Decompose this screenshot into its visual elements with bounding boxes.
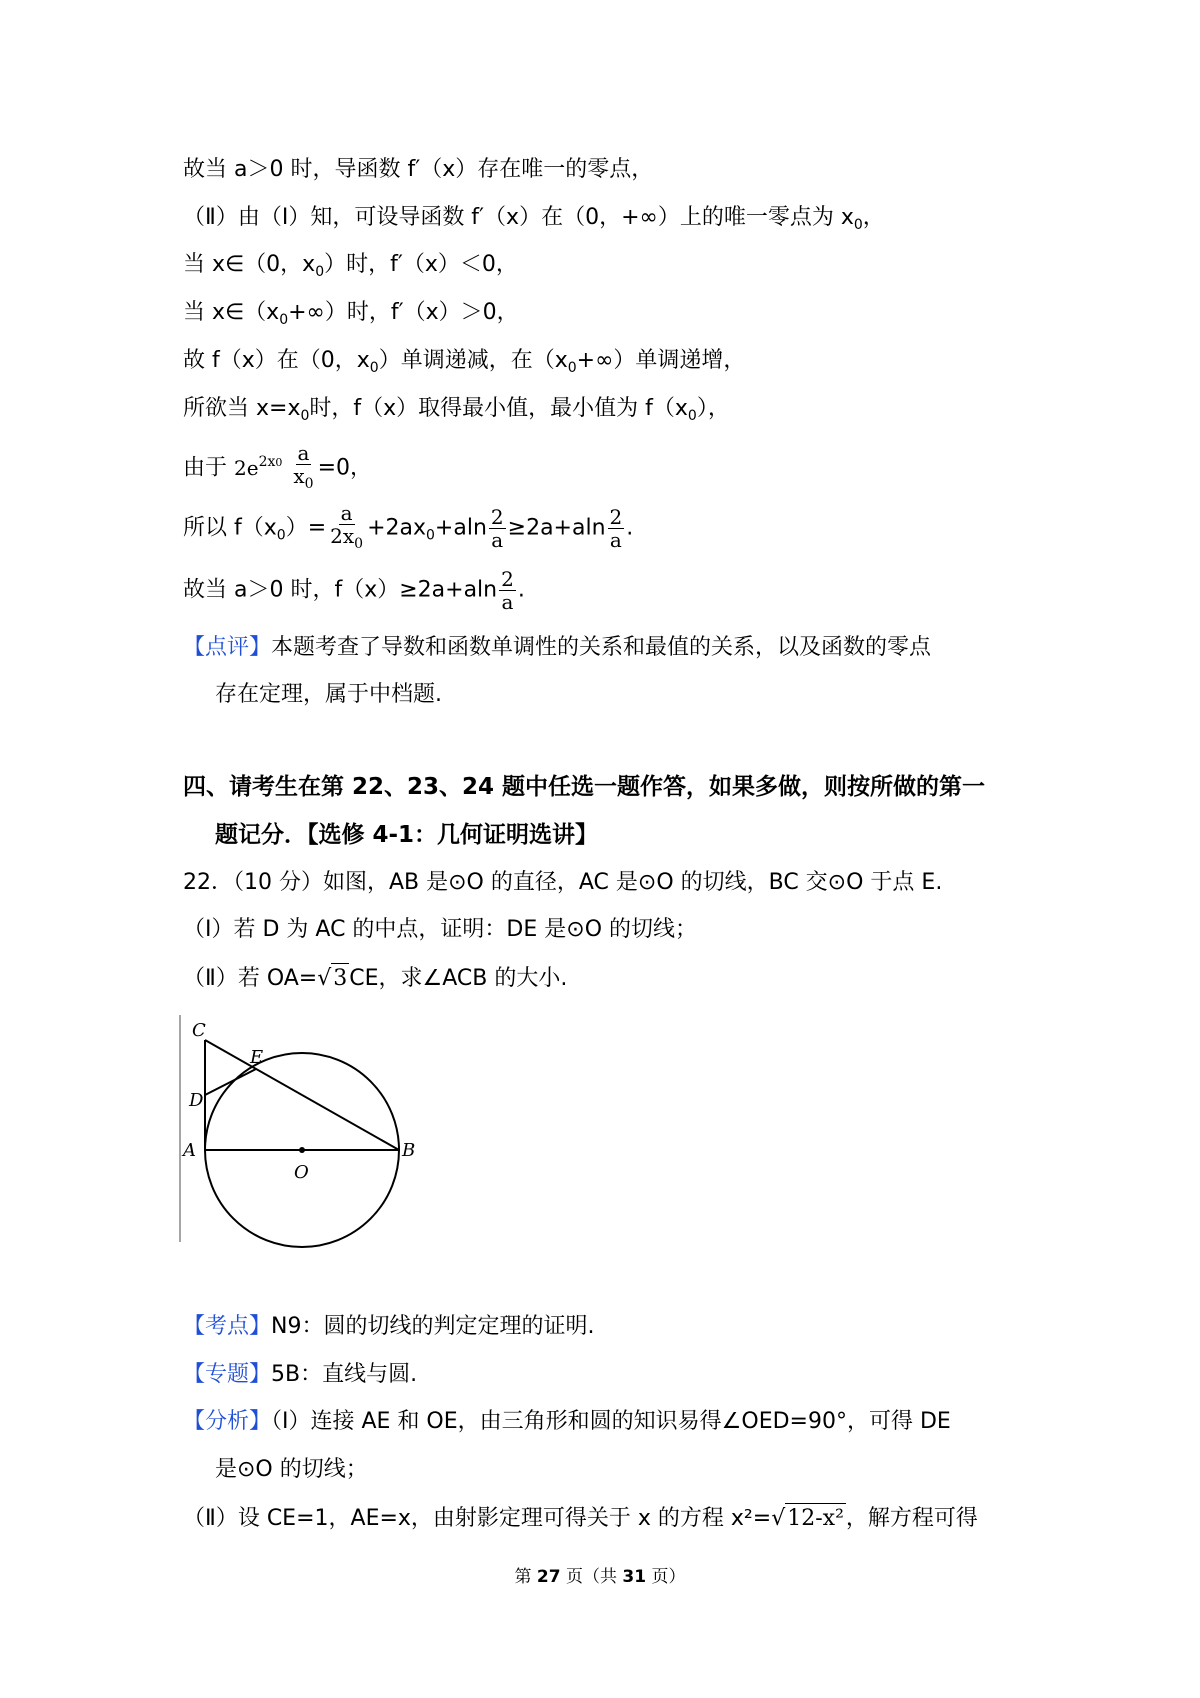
section-heading-2: 题记分．【选修 4-1：几何证明选讲】 bbox=[215, 822, 599, 848]
text: . bbox=[517, 577, 525, 603]
line-2 bbox=[183, 203, 885, 240]
subscript: 0 bbox=[687, 408, 697, 424]
text: +∞）单调递增， bbox=[576, 348, 746, 373]
segment-de bbox=[205, 1069, 256, 1095]
text: ， bbox=[862, 205, 885, 230]
text: （Ⅱ）若 OA= bbox=[183, 966, 318, 991]
text: +∞）时，f′（x）＞0， bbox=[288, 300, 519, 325]
line-3 bbox=[183, 250, 518, 287]
text: 存在定理，属于中档题. bbox=[215, 682, 442, 707]
page-footer: 第 27 页（共 31 页） bbox=[514, 1567, 686, 1587]
text: ）单调递减，在（x bbox=[378, 348, 568, 373]
zhuanti-tag: 【专题】 bbox=[183, 1362, 272, 1387]
subscript: 0 bbox=[426, 527, 435, 544]
line-7 bbox=[183, 442, 372, 495]
text: 由于 bbox=[183, 455, 228, 481]
text: 时，f（x）取得最小值，最小值为 f（x bbox=[309, 396, 688, 421]
zhuanti-line bbox=[183, 1360, 417, 1390]
text: ≥2a+aln bbox=[507, 515, 606, 541]
label-a: A bbox=[183, 1140, 196, 1161]
sqrt: 12-x² bbox=[785, 1503, 846, 1534]
comment-line-1 bbox=[183, 633, 931, 663]
text: ）= bbox=[285, 515, 327, 541]
fenxi-line-2 bbox=[215, 1455, 368, 1485]
question-22: 22．（10 分）如图，AB 是⊙O 的直径，AC 是⊙O 的切线，BC 交⊙O 于点 E. bbox=[183, 870, 943, 895]
subscript: 0 bbox=[276, 527, 286, 544]
kaodian-line bbox=[183, 1312, 594, 1342]
label-b: B bbox=[402, 1140, 416, 1161]
question-22-part-2: （Ⅱ）若 OA=√3CE，求∠ACB 的大小. bbox=[183, 963, 567, 994]
fenxi-tag: 【分析】 bbox=[183, 1409, 272, 1434]
label-d: D bbox=[189, 1090, 204, 1111]
line-9 bbox=[183, 568, 525, 613]
line-5 bbox=[183, 346, 745, 383]
fraction: $\frac{2}{a}$ bbox=[501, 567, 514, 614]
subscript: 0 bbox=[279, 312, 289, 328]
text: ）， bbox=[696, 396, 730, 421]
text: 当 x∈（0，x bbox=[183, 252, 316, 277]
text: （Ⅱ）由（Ⅰ）知，可设导函数 f′（x）在（0，+∞）上的唯一零点为 x bbox=[183, 205, 854, 230]
text: （Ⅰ）连接 AE 和 OE，由三角形和圆的知识易得∠OED=90°，可得 DE bbox=[271, 1409, 951, 1434]
question-22-part-1: （Ⅰ）若 D 为 AC 的中点，证明：DE 是⊙O 的切线； bbox=[183, 917, 698, 942]
text: 故当 a＞0 时，f（x）≥2a+aln bbox=[183, 577, 498, 603]
subscript: 0 bbox=[315, 264, 325, 280]
line-6 bbox=[183, 394, 730, 431]
text: CE，求∠ACB 的大小. bbox=[349, 966, 568, 991]
math-expr: $2e^{2x0}$ bbox=[234, 453, 283, 480]
line-8 bbox=[183, 502, 633, 555]
text: 是⊙O 的切线； bbox=[215, 1457, 368, 1482]
subscript: 0 bbox=[300, 408, 310, 424]
text: （Ⅱ）设 CE=1，AE=x，由射影定理可得关于 x 的方程 x²= bbox=[183, 1506, 772, 1531]
label-c: C bbox=[192, 1020, 206, 1041]
fraction: $\frac{2}{a}$ bbox=[609, 505, 623, 552]
text: 当 x∈（x bbox=[183, 300, 280, 325]
geometry-figure bbox=[170, 1010, 430, 1250]
fenxi-line-3: （Ⅱ）设 CE=1，AE=x，由射影定理可得关于 x 的方程 x²=√12-x²，解方程可得 bbox=[183, 1503, 978, 1534]
text: 所以 f（x bbox=[183, 515, 277, 541]
comment-tag: 【点评】 bbox=[183, 635, 272, 660]
text: +aln bbox=[434, 515, 487, 541]
segment-cb bbox=[205, 1040, 399, 1150]
text: 故 f（x）在（0，x bbox=[183, 348, 370, 373]
text: ，解方程可得 bbox=[845, 1506, 978, 1531]
text: . bbox=[626, 515, 634, 541]
section-heading-1: 四、请考生在第 22、23、24 题中任选一题作答，如果多做，则按所做的第一 bbox=[183, 774, 986, 800]
line-4 bbox=[183, 298, 519, 335]
subscript: 0 bbox=[853, 217, 863, 233]
text: =0， bbox=[317, 455, 373, 481]
text: +2ax bbox=[367, 515, 426, 541]
comment-line-2 bbox=[215, 680, 442, 710]
text: ）时，f′（x）＜0， bbox=[324, 252, 518, 277]
kaodian-tag: 【考点】 bbox=[183, 1314, 272, 1339]
page-number: 27 bbox=[536, 1567, 561, 1587]
fraction: $\frac{a}{2x_0}$ bbox=[330, 501, 364, 552]
text: N9：圆的切线的判定定理的证明. bbox=[271, 1314, 595, 1339]
sqrt: 3 bbox=[331, 963, 349, 994]
text: 5B：直线与圆. bbox=[271, 1362, 418, 1387]
text: 所欲当 x=x bbox=[183, 396, 301, 421]
label-e: E bbox=[250, 1047, 264, 1068]
subscript: 0 bbox=[567, 360, 577, 376]
subscript: 0 bbox=[369, 360, 379, 376]
point-o bbox=[299, 1147, 305, 1153]
fraction: $\frac{2}{a}$ bbox=[490, 505, 504, 552]
page-total: 31 bbox=[622, 1567, 647, 1587]
fraction: $\frac{a}{x_0}$ bbox=[293, 441, 314, 492]
fenxi-line-1 bbox=[183, 1407, 951, 1437]
text: 本题考查了导数和函数单调性的关系和最值的关系，以及函数的零点 bbox=[271, 635, 932, 660]
line-1 bbox=[183, 155, 653, 185]
label-o: O bbox=[294, 1162, 309, 1183]
text: 故当 a＞0 时，导函数 f′（x）存在唯一的零点， bbox=[183, 157, 654, 182]
